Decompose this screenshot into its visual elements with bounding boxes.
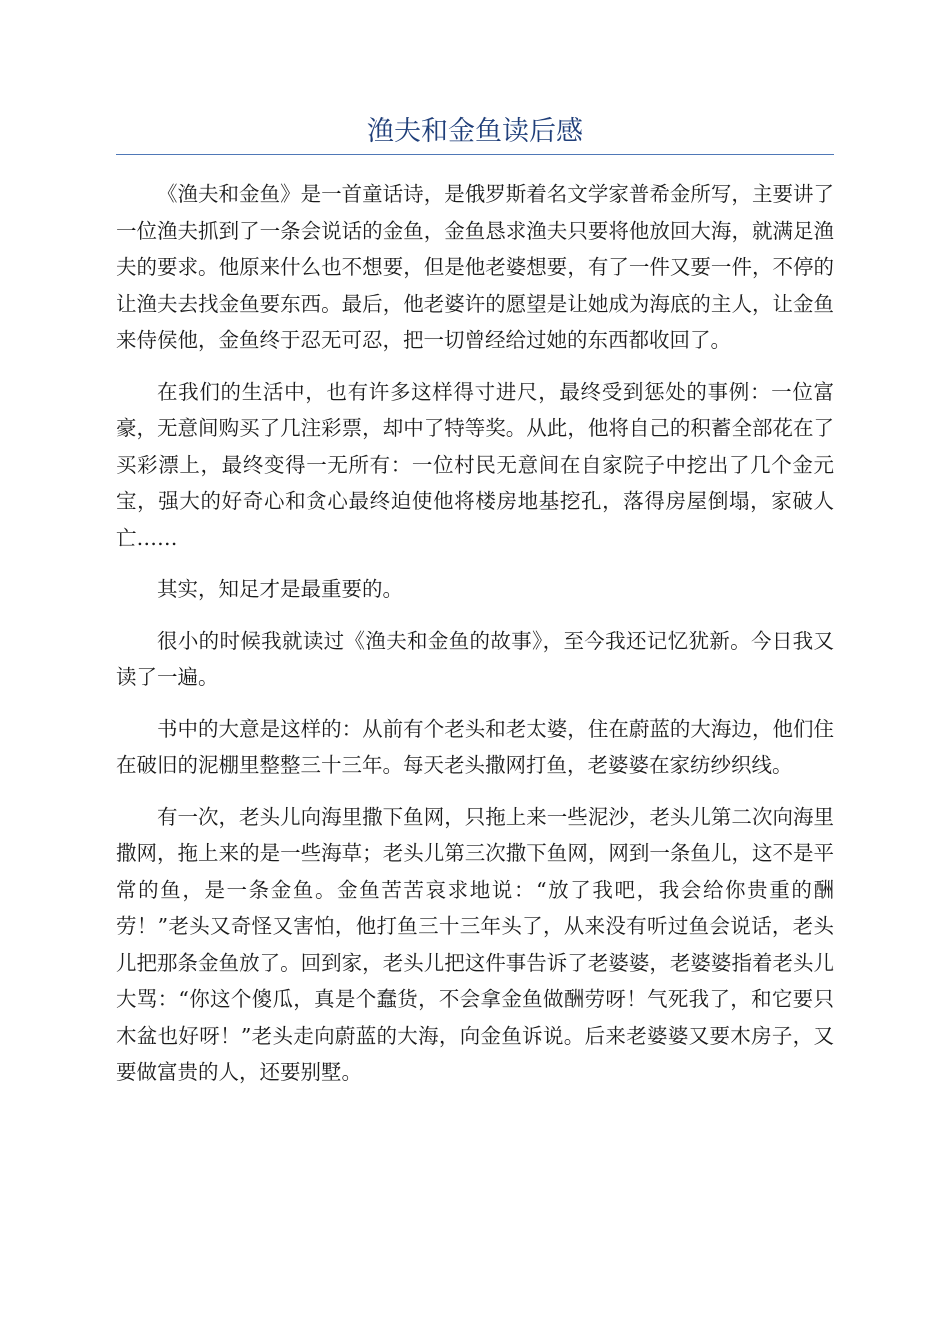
- paragraph: 书中的大意是这样的：从前有个老头和老太婆，住在蔚蓝的大海边，他们住在破旧的泥棚里整整三十三年。每天老头撒网打鱼，老婆婆在家纺纱织线。: [116, 716, 834, 777]
- paragraph: 很小的时候我就读过《渔夫和金鱼的故事》，至今我还记忆犹新。今日我又读了一遍。: [116, 628, 834, 689]
- paragraph: 有一次，老头儿向海里撒下鱼网，只拖上来一些泥沙，老头儿第二次向海里撒网，拖上来的是一些海草；老头儿第三次撒下鱼网，网到一条鱼儿，这不是平常的鱼，是一条金鱼。金鱼苦苦哀求地说：“放了我吧，我会给你贵重的酬劳！”老头又奇怪又害怕，他打鱼三十三年头了，从来没有听过鱼会说话，老头儿把那条金鱼放了。回到家，老头儿把这件事告诉了老婆婆，老婆婆指着老头儿大骂：“你这个傻瓜，真是个蠢货，不会拿金鱼做酬劳呀！气死我了，和它要只木盆也好呀！”老头走向蔚蓝的大海，向金鱼诉说。后来老婆婆又要木房子，又要做富贵的人，还要别墅。: [116, 804, 834, 1084]
- document-title: 渔夫和金鱼读后感: [367, 116, 583, 147]
- title-underline: [116, 154, 834, 155]
- document-body: [116, 176, 834, 1106]
- paragraph: 在我们的生活中，也有许多这样得寸进尺，最终受到惩处的事例：一位富豪，无意间购买了几注彩票，却中了特等奖。从此，他将自己的积蓄全部花在了买彩漂上，最终变得一无所有：一位村民无意间在自家院子中挖出了几个金元宝，强大的好奇心和贪心最终迫使他将楼房地基挖孔，落得房屋倒塌，家破人亡……: [116, 379, 834, 550]
- paragraph: 《渔夫和金鱼》是一首童话诗，是俄罗斯着名文学家普希金所写，主要讲了一位渔夫抓到了一条会说话的金鱼，金鱼恳求渔夫只要将他放回大海，就满足渔夫的要求。他原来什么也不想要，但是他老婆想要，有了一件又要一件，不停的让渔夫去找金鱼要东西。最后，他老婆许的愿望是让她成为海底的主人，让金鱼来侍侯他，金鱼终于忍无可忍，把一切曾经给过她的东西都收回了。: [116, 182, 834, 352]
- paragraph: 其实，知足才是最重要的。: [157, 577, 403, 601]
